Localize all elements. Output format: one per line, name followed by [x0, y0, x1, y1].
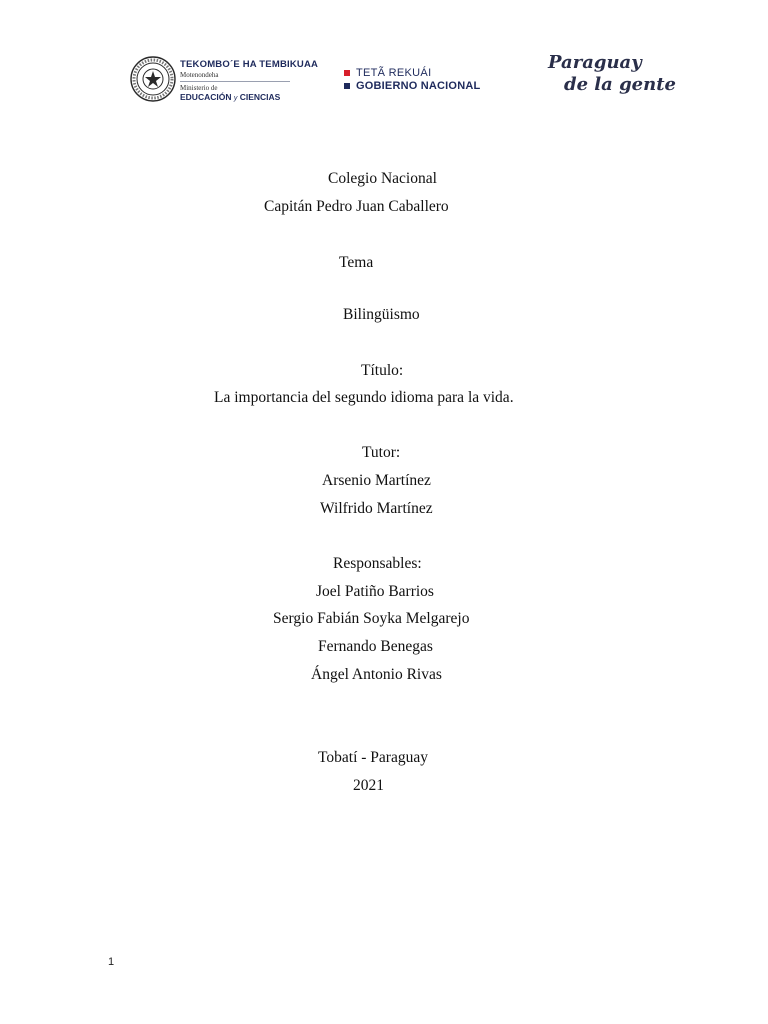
year: 2021: [353, 777, 384, 794]
school-name-line-2: Capitán Pedro Juan Caballero: [264, 198, 449, 215]
tutor-label: Tutor:: [362, 444, 401, 461]
government-name-guarani: TETÃ REKUÁI: [356, 66, 432, 79]
ministry-name-spanish: [180, 92, 318, 102]
navy-square-icon: [344, 83, 350, 89]
responsable-name: Fernando Benegas: [318, 638, 433, 655]
red-square-icon: [344, 70, 350, 76]
responsable-name: Sergio Fabián Soyka Melgarejo: [273, 610, 470, 627]
ministry-subtitle-spanish: Ministerio de: [180, 84, 218, 92]
page-number: 1: [108, 956, 115, 968]
tutor-name: Wilfrido Martínez: [320, 500, 433, 517]
responsable-name: Joel Patiño Barrios: [316, 583, 434, 600]
responsables-label: Responsables:: [333, 555, 422, 572]
national-seal-icon: [130, 56, 176, 102]
tema-value: Bilingüismo: [343, 306, 420, 323]
responsable-name: Ángel Antonio Rivas: [311, 666, 442, 683]
ministry-name-part-2: CIENCIAS: [239, 92, 281, 102]
titulo-value: La importancia del segundo idioma para la vida.: [214, 389, 514, 406]
document-header: [0, 0, 768, 120]
ministry-logo: [180, 59, 318, 102]
ministry-divider: [180, 81, 290, 82]
titulo-label: Título:: [361, 362, 404, 379]
ministry-name-guarani: TEKOMBO´E HA TEMBIKUAA: [180, 59, 319, 70]
paraguay-logo-line-1: Paraguay: [548, 52, 642, 73]
ministry-subtitle-guarani: Motenondeha: [180, 71, 219, 79]
ministry-name-part-1: EDUCACIÓN: [180, 92, 232, 102]
government-logo: [344, 66, 480, 92]
ministry-name-conjunction: y: [233, 95, 238, 102]
paraguay-logo-line-2: de la gente: [564, 74, 676, 95]
tutor-name: Arsenio Martínez: [322, 472, 431, 489]
government-name-spanish: GOBIERNO NACIONAL: [356, 79, 481, 92]
tema-label: Tema: [339, 254, 374, 271]
place: Tobatí - Paraguay: [318, 749, 428, 766]
paraguay-de-la-gente-logo: [548, 52, 676, 96]
school-name-line-1: Colegio Nacional: [328, 170, 437, 187]
